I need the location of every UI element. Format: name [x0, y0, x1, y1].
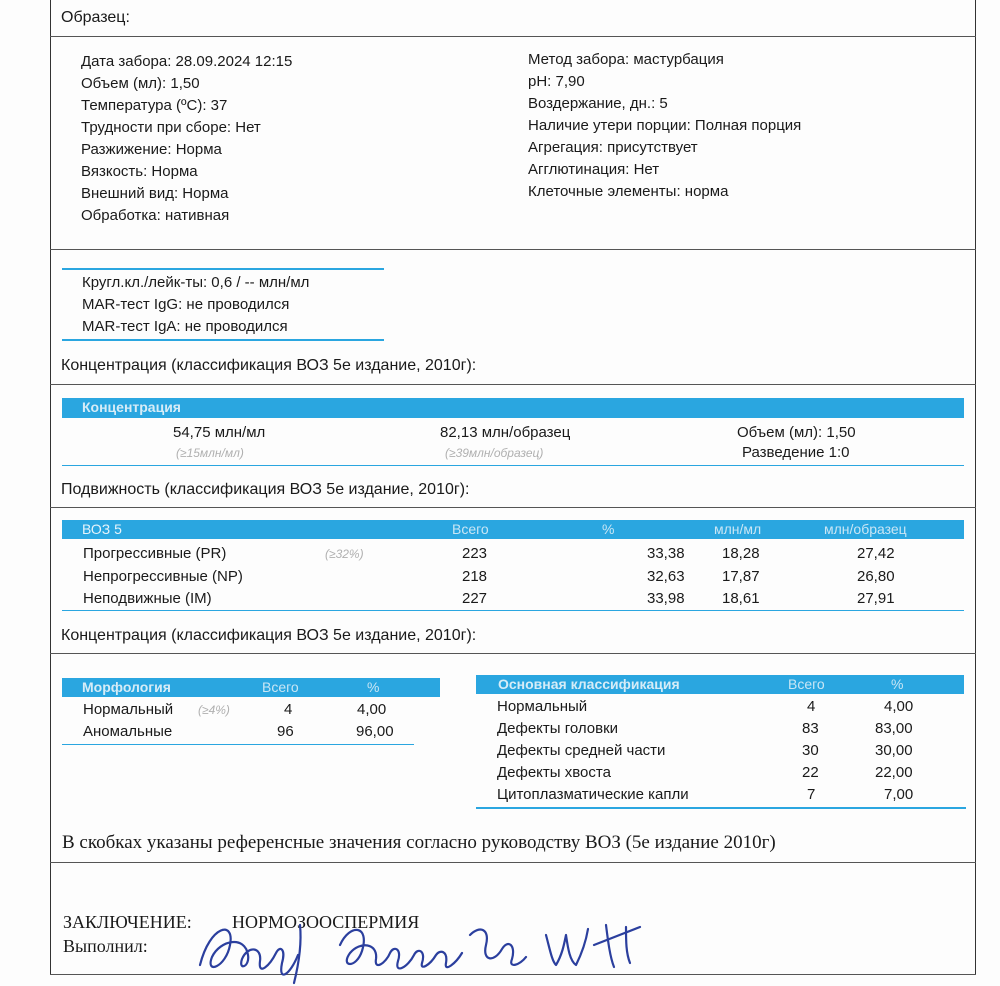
aggregation: Агрегация: присутствует	[528, 139, 698, 156]
sample-left-column	[81, 51, 292, 227]
liquefaction: Разжижение: Норма	[81, 141, 222, 158]
motility-percent: 33,98	[647, 590, 685, 607]
motility-per-ml: 18,61	[722, 590, 760, 607]
collection-date: Дата забора: 28.09.2024 12:15	[81, 53, 293, 70]
classification-total: 4	[807, 698, 816, 715]
classification-total: 83	[802, 720, 819, 737]
accent-line	[476, 807, 966, 809]
table-row	[476, 741, 964, 763]
classification-percent: 7,00	[884, 786, 914, 803]
divider	[50, 862, 976, 863]
motility-header-per-ml: млн/мл	[714, 521, 762, 537]
main-classification-header-total: Всего	[788, 676, 825, 692]
concentration-header-bar	[62, 398, 964, 418]
accent-line	[62, 744, 414, 745]
classification-row-label: Цитоплазматические капли	[497, 786, 689, 803]
table-row	[476, 785, 964, 807]
table-row	[62, 588, 964, 610]
table-row	[476, 719, 964, 741]
conclusion-value: НОРМОЗООСПЕРМИЯ	[232, 912, 420, 932]
morphology-title: Концентрация (классификация ВОЗ 5е издание, 2010г):	[61, 627, 477, 644]
morphology-header-percent: %	[367, 679, 380, 695]
accent-line	[62, 610, 964, 611]
morphology-total: 96	[277, 723, 294, 740]
accent-line	[62, 268, 384, 270]
viscosity: Вязкость: Норма	[81, 163, 198, 180]
concentration-per-sample: 82,13 млн/образец	[440, 424, 571, 441]
concentration-bar-label: Концентрация	[82, 399, 181, 415]
classification-total: 22	[802, 764, 819, 781]
morphology-table	[62, 699, 440, 745]
morphology-percent: 96,00	[356, 723, 394, 740]
classification-percent: 30,00	[875, 742, 913, 759]
normal-morphology-reference: (≥4%)	[198, 703, 230, 717]
reference-note: В скобках указаны референсные значения согласно руководству ВОЗ (5е издание 2010г)	[62, 832, 776, 853]
motility-row-label: Непрогрессивные (NP)	[83, 568, 243, 585]
abstinence: Воздержание, дн.: 5	[528, 95, 668, 112]
classification-percent: 83,00	[875, 720, 913, 737]
motility-per-ml: 18,28	[722, 545, 760, 562]
sample-right-column	[528, 49, 801, 203]
accent-line	[62, 465, 964, 466]
motility-row-label: Неподвижные (IM)	[83, 590, 212, 607]
accent-line	[62, 339, 384, 341]
main-classification-header-bar	[476, 675, 964, 694]
portion-loss: Наличие утери порции: Полная порция	[528, 117, 802, 134]
concentration-per-sample-reference: (≥39млн/образец)	[445, 446, 544, 460]
main-classification-table	[476, 697, 964, 809]
morphology-percent: 4,00	[357, 701, 387, 718]
motility-header-percent: %	[602, 521, 615, 537]
classification-row-label: Дефекты средней части	[497, 742, 666, 759]
classification-total: 7	[807, 786, 816, 803]
divider	[50, 507, 976, 508]
classification-row-label: Дефекты хвоста	[497, 764, 611, 781]
morphology-header-bar	[62, 678, 440, 697]
motility-total: 218	[462, 568, 488, 585]
table-row	[476, 763, 964, 785]
conclusion-label: ЗАКЛЮЧЕНИЕ:	[63, 912, 192, 932]
morphology-row-label: Аномальные	[83, 723, 173, 740]
motility-table	[62, 543, 964, 611]
agglutination: Агглютинация: Нет	[528, 161, 660, 178]
round-cells-leukocytes: Кругл.кл./лейк-ты: 0,6 / -- млн/мл	[82, 274, 310, 291]
motility-title: Подвижность (классификация ВОЗ 5е издание, 2010г):	[61, 481, 470, 498]
table-row	[62, 543, 964, 565]
performed-by-label: Выполнил:	[63, 936, 148, 956]
motility-total: 227	[462, 590, 488, 607]
classification-total: 30	[802, 742, 819, 759]
concentration-dilution: Разведение 1:0	[742, 444, 850, 461]
morphology-header-total: Всего	[262, 679, 299, 695]
motility-percent: 33,38	[647, 545, 685, 562]
motility-per-sample: 27,42	[857, 545, 895, 562]
processing: Обработка: нативная	[81, 207, 230, 224]
divider	[50, 384, 976, 385]
collection-method: Метод забора: мастурбация	[528, 51, 724, 68]
concentration-volume: Объем (мл): 1,50	[737, 424, 856, 441]
frame-left-border	[50, 0, 51, 975]
mar-test-igg: MAR-тест IgG: не проводился	[82, 296, 290, 313]
motility-per-sample: 26,80	[857, 568, 895, 585]
cells-block	[82, 272, 309, 338]
collection-difficulty: Трудности при сборе: Нет	[81, 119, 261, 136]
classification-row-label: Нормальный	[497, 698, 588, 715]
morphology-header-label: Морфология	[82, 679, 171, 695]
appearance: Внешний вид: Норма	[81, 185, 229, 202]
motility-header-total: Всего	[452, 521, 489, 537]
concentration-per-ml-reference: (≥15млн/мл)	[176, 446, 244, 460]
divider	[50, 249, 976, 250]
temperature: Температура (ºC): 37	[81, 97, 228, 114]
main-classification-header-label: Основная классификация	[498, 676, 680, 692]
mar-test-iga: MAR-тест IgA: не проводился	[82, 318, 288, 335]
motility-total: 223	[462, 545, 488, 562]
volume: Объем (мл): 1,50	[81, 75, 200, 92]
morphology-total: 4	[284, 701, 293, 718]
motility-row-label: Прогрессивные (PR)	[83, 545, 227, 562]
classification-percent: 22,00	[875, 764, 913, 781]
divider	[50, 653, 976, 654]
concentration-title: Концентрация (классификация ВОЗ 5е издание, 2010г):	[61, 357, 477, 374]
table-row	[62, 699, 440, 721]
ph: pH: 7,90	[528, 73, 585, 90]
motility-percent: 32,63	[647, 568, 685, 585]
motility-per-ml: 17,87	[722, 568, 760, 585]
progressive-reference: (≥32%)	[325, 547, 364, 561]
motility-header-per-sample: млн/образец	[824, 521, 907, 537]
classification-row-label: Дефекты головки	[497, 720, 619, 737]
divider	[50, 36, 976, 37]
morphology-row-label: Нормальный	[83, 701, 174, 718]
motility-header-who5: ВОЗ 5	[82, 521, 122, 537]
cellular-elements: Клеточные элементы: норма	[528, 183, 729, 200]
table-row	[62, 566, 964, 588]
table-row	[62, 721, 440, 743]
signature	[190, 905, 650, 986]
motility-per-sample: 27,91	[857, 590, 895, 607]
classification-percent: 4,00	[884, 698, 914, 715]
frame-right-border	[975, 0, 976, 975]
main-classification-header-percent: %	[891, 676, 904, 692]
motility-header-bar	[62, 520, 964, 539]
sample-heading: Образец:	[61, 9, 130, 26]
table-row	[476, 697, 964, 719]
concentration-per-ml: 54,75 млн/мл	[173, 424, 266, 441]
